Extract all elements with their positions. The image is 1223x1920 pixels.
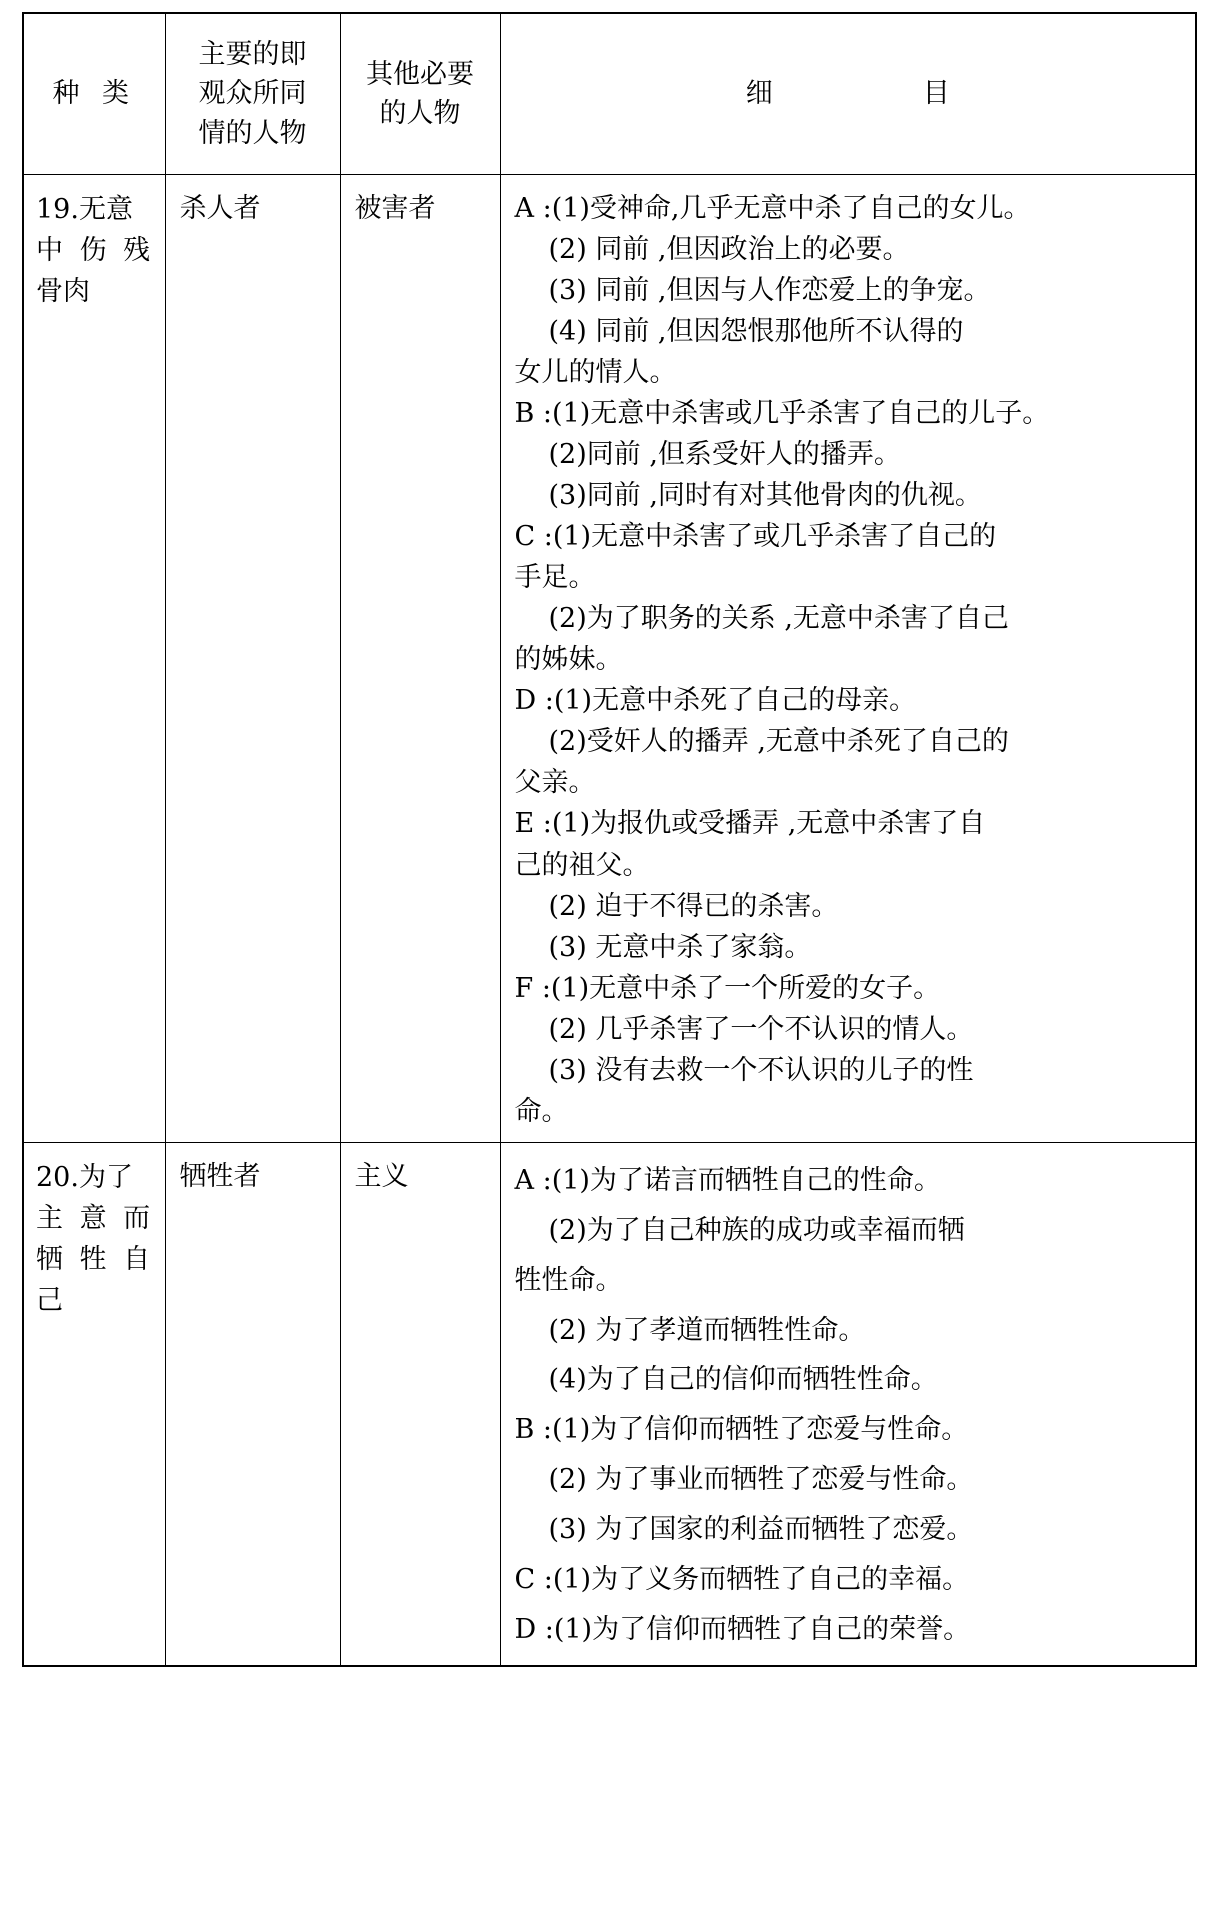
header-cell-kind — [23, 13, 165, 175]
detail-item — [515, 1306, 1186, 1356]
detail-item — [515, 598, 1186, 639]
detail-item — [515, 475, 1186, 516]
detail-item — [515, 516, 1186, 557]
detail-text: (2) 为了孝道而牺牲性命。 — [548, 1314, 866, 1346]
detail-text: 牲性命。 — [514, 1264, 623, 1296]
detail-text: (1)为报仇或受播弄 ,无意中杀害了自 — [551, 808, 986, 840]
detail-item — [515, 311, 1186, 352]
detail-group: D : — [514, 685, 554, 717]
detail-group: B : — [514, 1414, 553, 1446]
cell-main-person — [165, 175, 340, 1143]
detail-text: (2) 几乎杀害了一个不认识的情人。 — [548, 1013, 974, 1045]
detail-item — [515, 1050, 1186, 1091]
header-line: 其他必要 — [366, 58, 474, 90]
other-person-text: 被害者 — [354, 193, 436, 224]
header-line: 观众所同 — [198, 78, 307, 110]
detail-item — [515, 762, 1186, 803]
detail-item — [515, 1455, 1186, 1505]
cell-main-person — [165, 1142, 340, 1666]
table-row — [23, 1142, 1196, 1666]
detail-item — [515, 1091, 1186, 1132]
detail-text: (3) 无意中杀了家翁。 — [548, 931, 812, 963]
detail-text: (1)无意中杀害了或几乎杀害了自己的 — [552, 521, 997, 553]
details-list — [501, 175, 1196, 1142]
detail-text: 的姊妹。 — [514, 644, 623, 676]
main-person-text: 牺牲者 — [179, 1160, 261, 1192]
detail-group: D : — [514, 1614, 554, 1646]
detail-group: F : — [514, 972, 551, 1004]
detail-text: (3) 没有去救一个不认识的儿子的性 — [548, 1054, 974, 1086]
detail-text: 手足。 — [514, 562, 596, 594]
classification-table — [22, 12, 1197, 1667]
detail-item — [515, 1206, 1186, 1256]
detail-text: (1)为了义务而牺牲了自己的幸福。 — [552, 1564, 970, 1596]
detail-text: 父亲。 — [514, 767, 596, 799]
detail-item — [515, 188, 1186, 229]
header-line: 的人物 — [379, 98, 461, 129]
kind-text — [24, 175, 165, 322]
detail-text: (1)为了信仰而牺牲了恋爱与性命。 — [552, 1414, 969, 1446]
header-line: 主要的即 — [198, 39, 307, 71]
kind-line: 中 伤 残 — [36, 235, 155, 267]
detail-item — [515, 1256, 1186, 1306]
detail-text: 命。 — [514, 1095, 569, 1127]
detail-text: (2) 迫于不得已的杀害。 — [548, 890, 839, 922]
kind-line: 骨肉 — [36, 276, 90, 308]
detail-text: (1)无意中杀了一个所爱的女子。 — [550, 972, 941, 1004]
detail-item — [515, 352, 1186, 393]
header-line: 情的人物 — [198, 117, 307, 149]
detail-item — [515, 968, 1186, 1009]
cell-other-person — [340, 1142, 500, 1666]
cell-other-person — [340, 175, 500, 1143]
detail-item — [515, 1405, 1186, 1455]
detail-item — [515, 845, 1186, 886]
kind-line: 牺 牲 自 — [36, 1243, 155, 1275]
header-label-main-person — [166, 14, 340, 174]
header-label-other-person — [341, 14, 500, 174]
detail-text: (3)同前 ,同时有对其他骨肉的仇视。 — [548, 480, 982, 512]
detail-text: (4)为了自己的信仰而牺牲性命。 — [548, 1364, 938, 1396]
detail-item — [515, 721, 1186, 762]
detail-group: C : — [514, 1564, 553, 1596]
detail-group: C : — [514, 521, 553, 553]
detail-item — [515, 1505, 1186, 1555]
detail-text: (1)无意中杀害或几乎杀害了自己的儿子。 — [552, 398, 1050, 430]
detail-item — [515, 927, 1186, 968]
detail-item — [515, 393, 1186, 434]
header-label-details — [501, 14, 1196, 174]
detail-item — [515, 557, 1186, 598]
header-cell-other-person — [340, 13, 500, 175]
header-cell-main-person — [165, 13, 340, 175]
detail-text: (3) 为了国家的利益而牺牲了恋爱。 — [548, 1514, 974, 1546]
detail-text: (4) 同前 ,但因怨恨那他所不认得的 — [548, 316, 964, 348]
detail-group: A : — [514, 193, 552, 224]
header-label-details-left: 细 — [745, 78, 773, 110]
cell-kind — [23, 175, 165, 1143]
detail-text: (1)受神命,几乎无意中杀了自己的女儿。 — [551, 193, 1031, 224]
detail-text: (1)为了诺言而牺牲自己的性命。 — [551, 1164, 941, 1196]
detail-text: (2) 为了事业而牺牲了恋爱与性命。 — [548, 1464, 974, 1496]
other-person-text: 主义 — [354, 1160, 409, 1192]
kind-line: 19.无意 — [36, 194, 133, 225]
kind-line: 20.为了 — [36, 1161, 133, 1193]
detail-text: (1)为了信仰而牺牲了自己的荣誉。 — [553, 1614, 971, 1646]
detail-text: (2)为了自己种族的成功或幸福而牺 — [548, 1214, 965, 1246]
cell-kind — [23, 1142, 165, 1666]
table-row — [23, 175, 1196, 1143]
detail-group: E : — [514, 808, 552, 840]
details-list — [501, 1143, 1196, 1665]
detail-item — [515, 886, 1186, 927]
detail-item — [515, 270, 1186, 311]
detail-item — [515, 1009, 1186, 1050]
detail-item — [515, 803, 1186, 844]
table-body — [23, 175, 1196, 1667]
detail-text: 女儿的情人。 — [514, 357, 677, 389]
table-header — [23, 13, 1196, 175]
header-cell-details — [500, 13, 1196, 175]
header-label-kind: 种 类 — [52, 78, 137, 110]
detail-text: (2)受奸人的播弄 ,无意中杀死了自己的 — [548, 726, 1009, 758]
detail-item — [515, 229, 1186, 270]
detail-group: B : — [514, 398, 553, 430]
detail-item — [515, 1605, 1186, 1655]
kind-line: 主 意 而 — [36, 1202, 155, 1234]
detail-text: (2)同前 ,但系受奸人的播弄。 — [548, 439, 901, 471]
detail-text: (3) 同前 ,但因与人作恋爱上的争宠。 — [548, 275, 991, 307]
detail-item — [515, 434, 1186, 475]
detail-item — [515, 639, 1186, 680]
detail-text: 己的祖父。 — [514, 849, 650, 881]
detail-item — [515, 1156, 1186, 1206]
detail-group: A : — [514, 1164, 552, 1196]
kind-line: 己 — [36, 1284, 63, 1316]
detail-item — [515, 1355, 1186, 1405]
cell-details — [500, 175, 1196, 1143]
kind-text — [24, 1143, 165, 1331]
detail-item — [515, 680, 1186, 721]
header-row — [23, 13, 1196, 175]
detail-text: (1)无意中杀死了自己的母亲。 — [553, 685, 917, 717]
detail-item — [515, 1555, 1186, 1605]
cell-details — [500, 1142, 1196, 1666]
header-label-details-right: 目 — [922, 78, 950, 110]
detail-text: (2)为了职务的关系 ,无意中杀害了自己 — [548, 603, 1009, 635]
detail-text: (2) 同前 ,但因政治上的必要。 — [548, 234, 910, 266]
main-person-text: 杀人者 — [179, 193, 261, 224]
